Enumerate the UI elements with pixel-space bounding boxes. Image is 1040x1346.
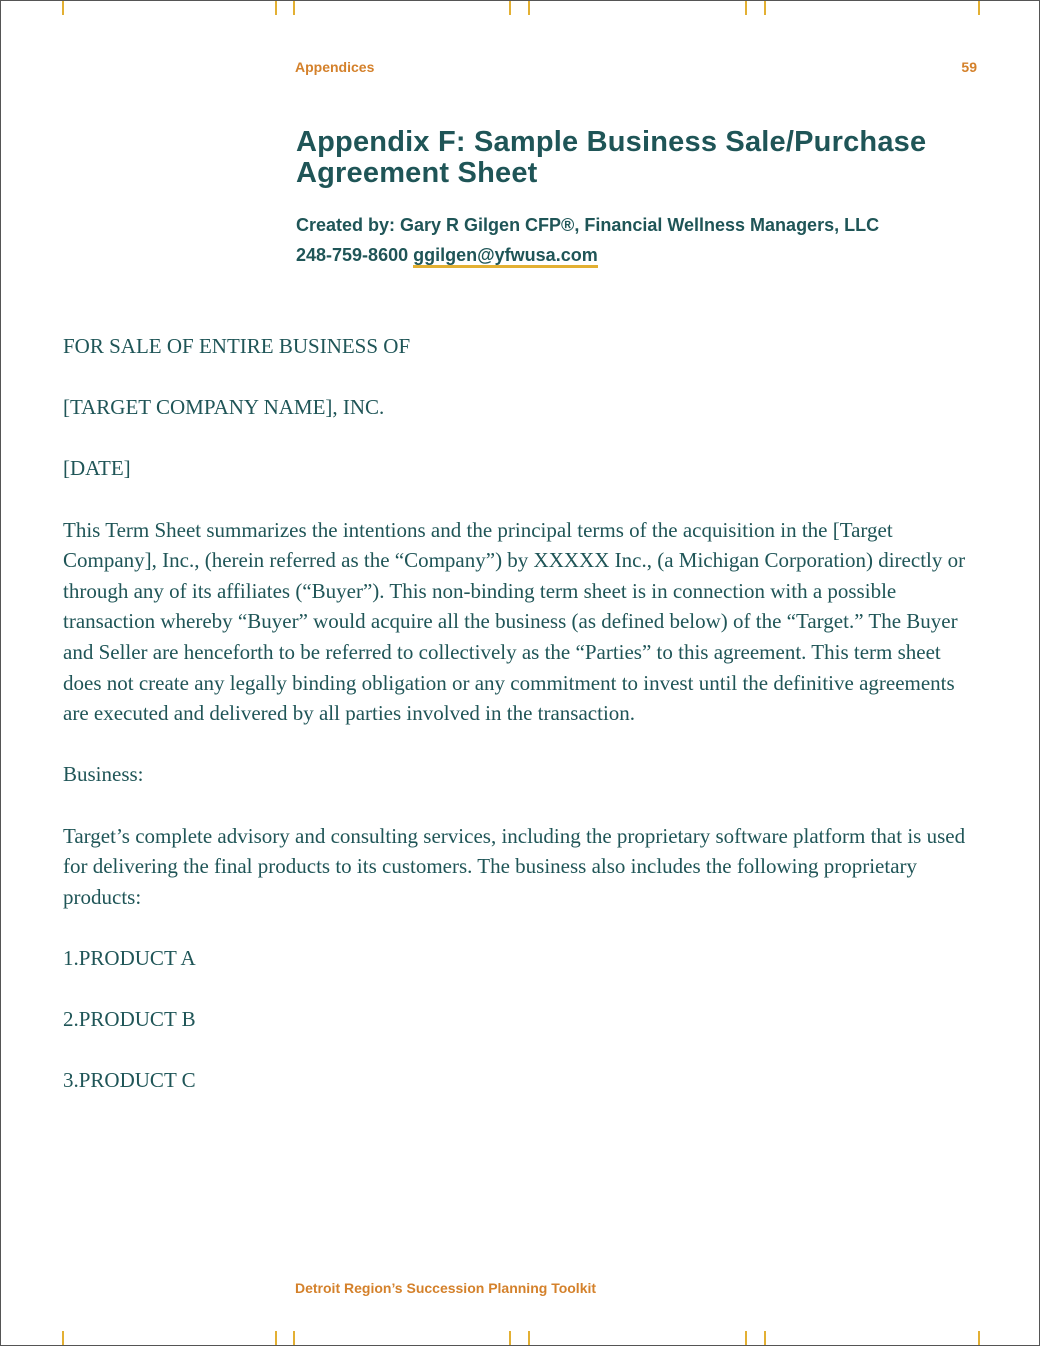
crop-mark — [528, 1, 530, 15]
contact-line — [296, 240, 996, 270]
sale-heading: FOR SALE OF ENTIRE BUSINESS OF — [63, 334, 411, 358]
phone-number: 248-759-8600 — [296, 245, 409, 265]
crop-mark — [509, 1, 511, 15]
credit-block — [296, 210, 996, 270]
running-head-section: Appendices — [295, 59, 375, 75]
crop-mark — [275, 1331, 277, 1345]
list-item: 1.PRODUCT A — [63, 945, 196, 970]
crop-mark — [745, 1, 747, 15]
document-body — [63, 331, 973, 1126]
business-label: Business: — [63, 762, 144, 787]
credit-line: Created by: Gary R Gilgen CFP®, Financial Wellness Managers, LLC — [296, 215, 880, 235]
crop-mark — [764, 1, 766, 15]
crop-mark — [293, 1331, 295, 1345]
crop-mark — [528, 1331, 530, 1345]
page-title: Appendix F: Sample Business Sale/Purchase Agreement Sheet — [296, 126, 927, 189]
crop-mark — [275, 1, 277, 15]
business-paragraph: Target’s complete advisory and consulting services, including the proprietary software platform that is used for delivering the final products to its customers. The business also includes the following proprietary products: — [63, 823, 966, 909]
email-link[interactable]: ggilgen@yfwusa.com — [413, 245, 598, 268]
crop-mark — [293, 1, 295, 15]
footer-title: Detroit Region’s Succession Planning Toolkit — [295, 1280, 597, 1296]
date-placeholder: [DATE] — [63, 456, 131, 481]
intro-paragraph: This Term Sheet summarizes the intentions and the principal terms of the acquisition in the [Target Company], Inc., (herein referred as the “Company”) by XXXXX Inc., (a Michigan Corporation) directly or through any of its affiliates (“Buyer”). This non-binding term sheet is in connection with a possible transaction whereby “Buyer” would acquire all the business (as defined below) of the “Target.” The Buyer and Seller are henceforth to be referred to collectively as the “Parties” to this agreement. This term sheet does not create any legally binding obligation or any commitment to invest until the definitive agreements are executed and delivered by all parties involved in the transaction. — [63, 517, 966, 726]
crop-mark — [62, 1331, 64, 1345]
page-number: 59 — [961, 59, 977, 75]
list-item: 3.PRODUCT C — [63, 1068, 196, 1093]
crop-mark — [978, 1, 980, 15]
crop-mark — [764, 1331, 766, 1345]
title-block — [296, 127, 996, 270]
crop-mark — [62, 1, 64, 15]
company-name-placeholder: [TARGET COMPANY NAME], INC. — [63, 395, 385, 420]
crop-mark — [978, 1331, 980, 1345]
crop-mark — [745, 1331, 747, 1345]
list-item: 2.PRODUCT B — [63, 1007, 196, 1032]
crop-mark — [509, 1331, 511, 1345]
